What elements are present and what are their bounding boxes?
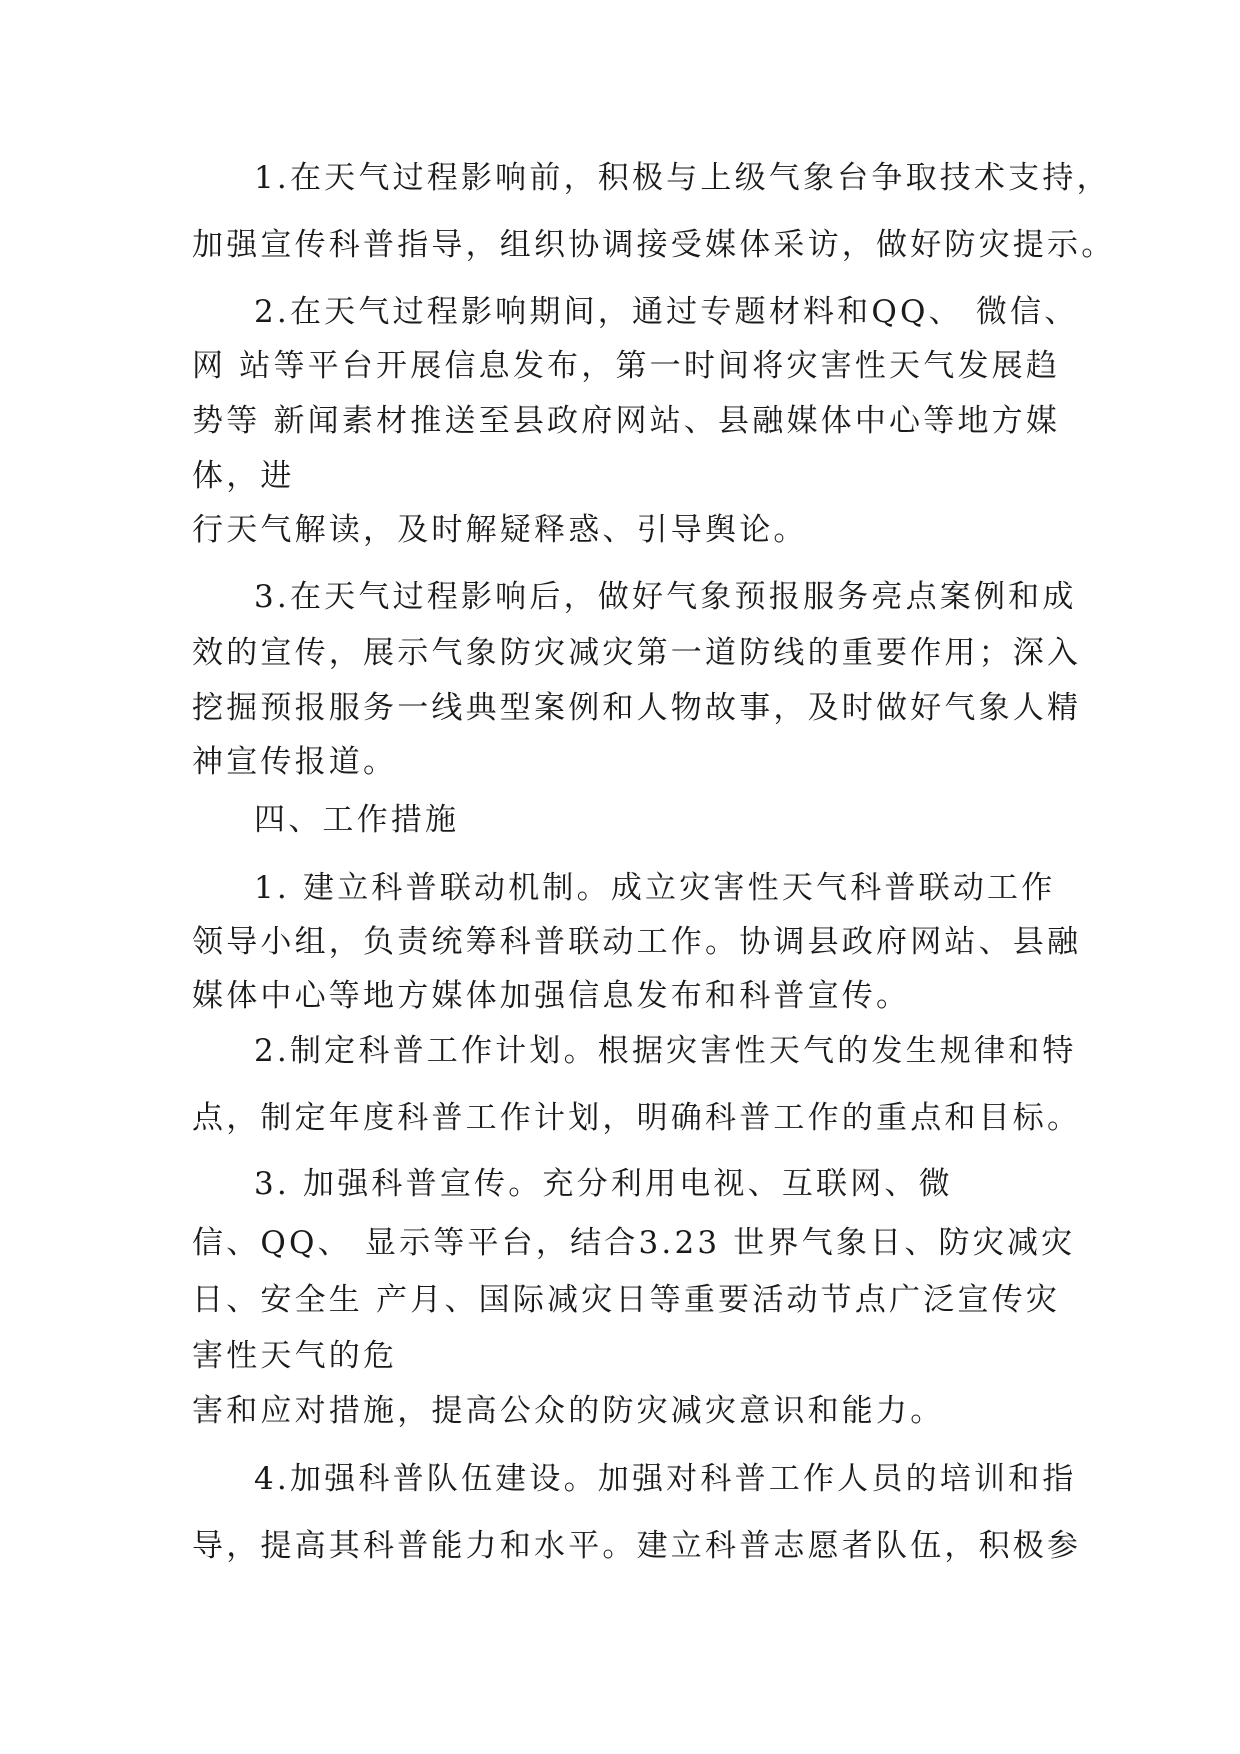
paragraph-line: 4.加强科普队伍建设。加强对科普工作人员的培训和指 <box>254 1461 1077 1497</box>
paragraph-line: 3.在天气过程影响后，做好气象预报服务亮点案例和成 <box>254 579 1077 615</box>
paragraph-line: 势等 新闻素材推送至县政府网站、县融媒体中心等地方媒 <box>192 403 1061 439</box>
paragraph-line: 日、安全生 产月、国际减灾日等重要活动节点广泛宣传灾 <box>192 1282 1061 1318</box>
paragraph-line: 挖掘预报服务一线典型案例和人物故事，及时做好气象人精 <box>192 690 1082 726</box>
paragraph-line: 体，进 <box>192 458 295 494</box>
paragraph-line: 1. 建立科普联动机制。成立灾害性天气科普联动工作 <box>254 870 1056 906</box>
paragraph-line: 2.在天气过程影响期间，通过专题材料和QQ、 微信、 <box>254 294 1079 330</box>
paragraph-line: 3. 加强科普宣传。充分利用电视、互联网、微 <box>254 1166 953 1202</box>
paragraph-line: 2.制定科普工作计划。根据灾害性天气的发生规律和特 <box>254 1033 1077 1069</box>
paragraph-line: 害和应对措施，提高公众的防灾减灾意识和能力。 <box>192 1393 945 1429</box>
paragraph-line: 领导小组，负责统筹科普联动工作。协调县政府网站、县融 <box>192 924 1082 960</box>
paragraph-line: 媒体中心等地方媒体加强信息发布和科普宣传。 <box>192 978 911 1014</box>
paragraph-line: 点，制定年度科普工作计划，明确科普工作的重点和目标。 <box>192 1100 1082 1136</box>
paragraph-line: 效的宣传，展示气象防灾减灾第一道防线的重要作用；深入 <box>192 635 1082 671</box>
paragraph-line: 害性天气的危 <box>192 1338 398 1374</box>
section-heading: 四、工作措施 <box>254 802 460 838</box>
paragraph-line: 行天气解读，及时解疑释惑、引导舆论。 <box>192 512 808 548</box>
paragraph-line: 加强宣传科普指导，组织协调接受媒体采访，做好防灾提示。 <box>192 227 1116 263</box>
paragraph-line: 神宣传报道。 <box>192 744 398 780</box>
paragraph-line: 信、QQ、 显示等平台，结合3.23 世界气象日、防灾减灾 <box>192 1225 1076 1261</box>
paragraph-line: 网 站等平台开展信息发布，第一时间将灾害性天气发展趋 <box>192 348 1061 384</box>
paragraph-line: 1.在天气过程影响前，积极与上级气象台争取技术支持， <box>254 160 1111 196</box>
paragraph-line: 导，提高其科普能力和水平。建立科普志愿者队伍，积极参 <box>192 1528 1082 1564</box>
